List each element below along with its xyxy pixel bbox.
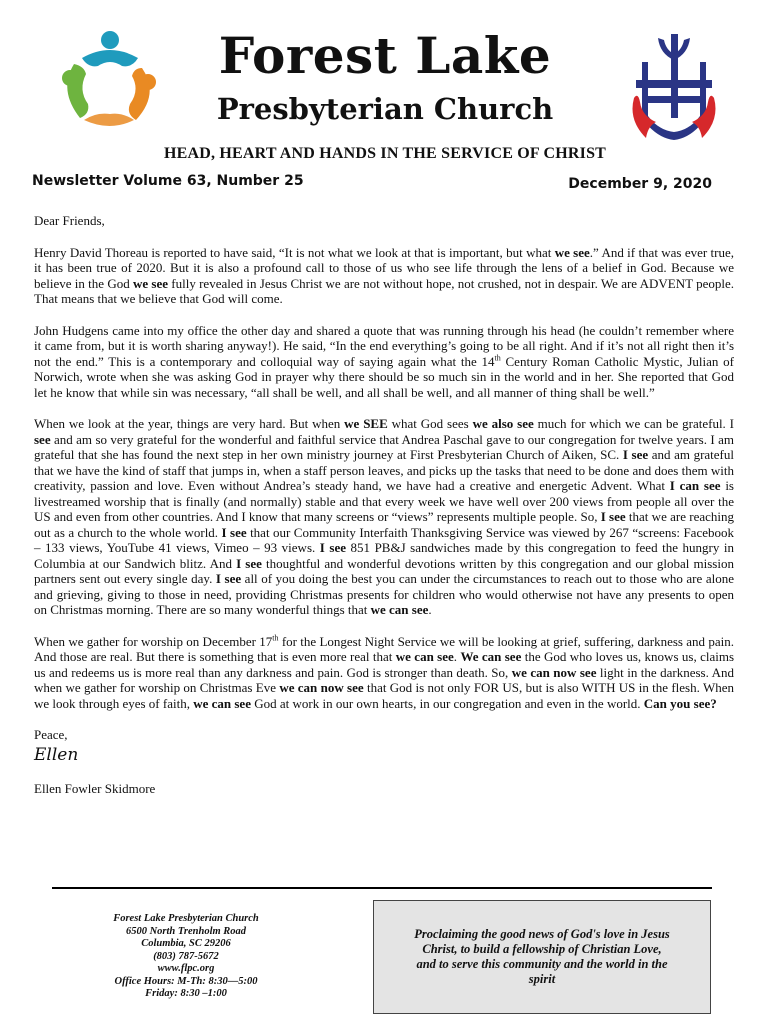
address-city: Columbia, SC 29206 bbox=[141, 938, 231, 949]
paragraph-julian-of-norwich: John Hudgens came into my office the other day and shared a quote that was running through his head (he couldn’t remember where it came from, but it is worth sharing anyway!). He said, “In the end everything’s going to be all right. And if it’s not all right then it’s not the end.” This is a contemporary and colloquial way of saying again what the 14th Century Roman Catholic Mystic, Julian of Norwich, wrote when she was asking God in prayer why there should be so much sin in the world and in her. She reported that God let he know that while sin was necessary, “all shall be well, and all shall be well, and all manner of thing shall be well.” bbox=[34, 322, 734, 400]
office-hours-friday: Friday: 8:30 –1:00 bbox=[145, 988, 227, 999]
paragraph-gratitude: When we look at the year, things are very hard. But when we SEE what God sees we also see much for which we can be grateful. I see and am so very grateful for the wonderful and faithful service that Andrea Paschal gave to our congregation for twelve years. I am grateful that she has found the next step in her own ministry journey at First Presbyterian Church of Aiken, SC. I see and am grateful that we have the kind of staff that jumps in, when a staff person leaves, and picks up the tasks that need to be done and does them with creativity, passion and love. Even without Andrea’s steady hand, we have had a creative and energetic Advent. What I can see is livestreamed worship that is finally (and normally) stable and that every week we have well over 200 views from people all over the US and even from other countries. And I know that many screens or “views” represents multiple people. So, I see that we are reaching out as a church to the whole world. I see that our Community Interfaith Thanksgiving Service was viewed by 267 “screens: Facebook – 133 views, YouTube 41 views, Vimeo – 93 views. I see 851 PB&J sandwiches made by this congregation to feed the hungry in Columbia at our Sandwich blitz. And I see thoughtful and wonderful devotions written by this congregation and our global mission partners sent out every single day. I see all of you doing the best you can under the circumstances to reach out to those who are alone and grieving, giving to those in need, providing Christmas presents for children who would otherwise not have any presents to open on Christmas morning. There are so many wonderful things that we can see. bbox=[34, 416, 735, 617]
church-name-subtitle: Presbyterian Church bbox=[216, 92, 554, 126]
church-motto: HEAD, HEART AND HANDS IN THE SERVICE OF CHRIST bbox=[163, 145, 607, 162]
mission-statement: Proclaiming the good news of God's love in Jesus Christ, to build a fellowship of Christian Love, and to serve this community and the world in the spirit bbox=[414, 927, 670, 986]
address-phone: (803) 787-5672 bbox=[153, 950, 219, 962]
author-name: Ellen Fowler Skidmore bbox=[34, 780, 156, 796]
office-hours-weekday: Office Hours: M-Th: 8:30—5:00 bbox=[114, 975, 258, 987]
newsletter-volume: Newsletter Volume 63, Number 25 bbox=[32, 173, 304, 189]
church-address-block bbox=[86, 913, 286, 1001]
greeting: Dear Friends, bbox=[34, 213, 105, 228]
paragraph-longest-night: When we gather for worship on December 17th for the Longest Night Service we will be looking at grief, suffering, darkness and pain. And those are real. But there is something that is even more real that we can see. We can see the God who loves us, knows us, claims us and redeems us is more real than any darkness and pain. God is stronger than death. So, we can now see light in the darkness. And when we gather for worship on Christmas Eve we can now see that God is not only FOR US, but is also WITH US in the flesh. When we look through eyes of faith, we can see God at work in our own hearts, in our congregation and even in the world. Can you see? bbox=[34, 633, 735, 711]
closing: Peace, bbox=[34, 727, 68, 742]
church-name-title: Forest Lake bbox=[218, 26, 552, 85]
address-street: 6500 North Trenholm Road bbox=[125, 925, 247, 937]
mission-statement-box bbox=[373, 900, 711, 1014]
address-church-name: Forest Lake Presbyterian Church bbox=[113, 913, 259, 924]
footer-divider bbox=[52, 887, 712, 889]
newsletter-date: December 9, 2020 bbox=[568, 176, 712, 192]
address-website: www.flpc.org bbox=[157, 963, 215, 974]
handwritten-signature: Ellen bbox=[34, 744, 79, 765]
paragraph-thoreau: Henry David Thoreau is reported to have said, “It is not what we look at that is important, but what we see.” And if that was ever true, it has been true of 2020. But it is also a profound call to those of us who see life through the lens of a belief in God. Because we believe in the God we see fully revealed in Jesus Christ we are not without hope, not crushed, not in despair. We are ADVENT people. That means that we believe that God will come. bbox=[34, 244, 734, 306]
letter-body bbox=[34, 213, 734, 812]
